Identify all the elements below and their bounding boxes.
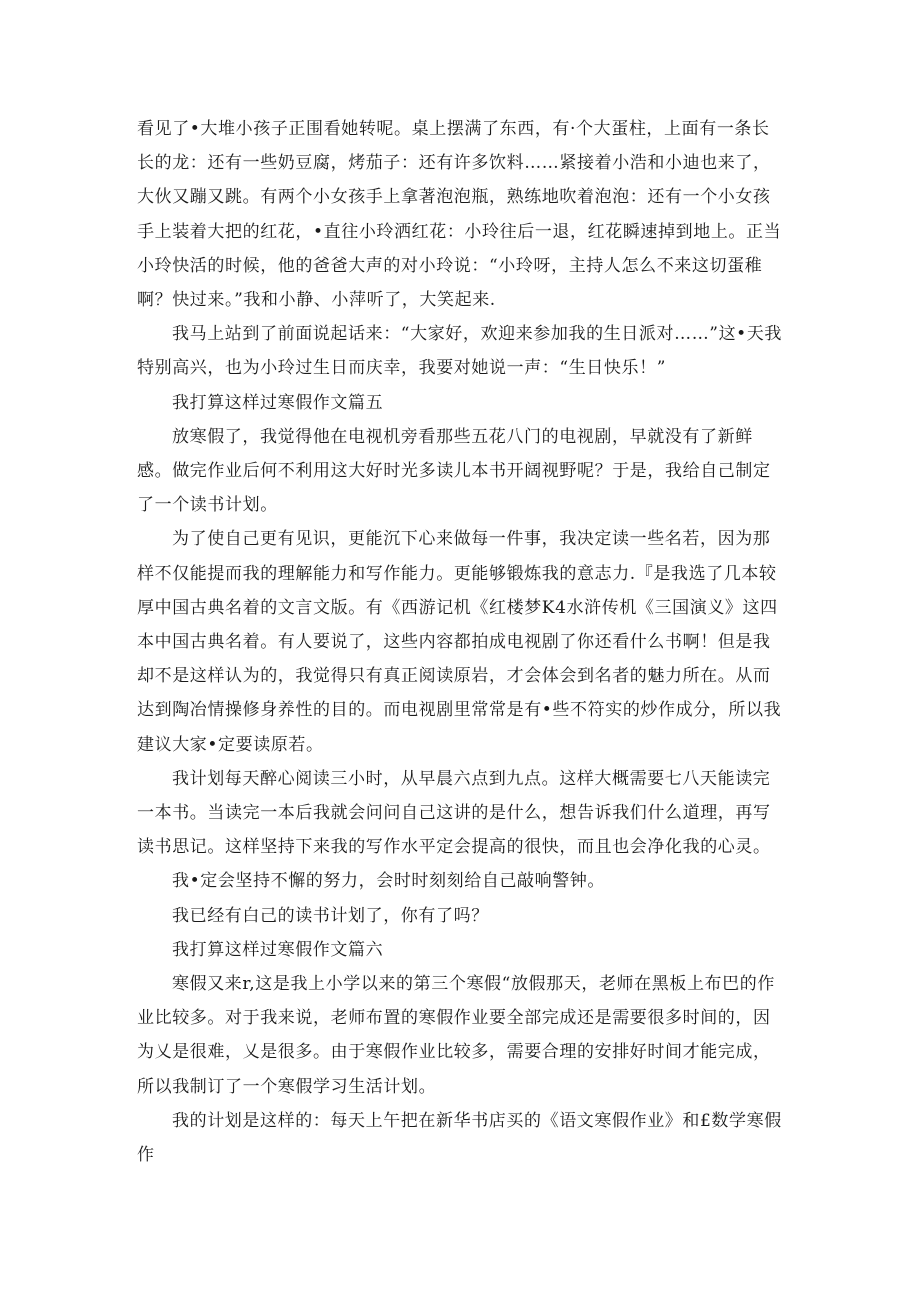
section-heading-part-five: 我打算这样过寒假作文篇五 xyxy=(172,392,384,413)
paragraph-persistence: 我•定会坚持不懈的努力，会时时刻刻给自己敲响警钟。 xyxy=(172,871,606,892)
paragraph-birthday-party: 看见了•大堆小孩子正围看她转呢。桌上摆满了东西，有·个大蛋柱，上面有一条长长的龙：还有一些奶豆腐，烤茄子：还有许多饮料……紧接着小浩和小迪也来了，大伙又蹦又跳。有两个小女孩手上拿著泡泡瓶，熟练地吹着泡泡：还有一个小女孩手上装着大把的红花，•直往小玲洒红花：小玲往后一退，红花瞬速掉到地上。正当小玲快活的时候，他的爸爸大声的对小玲说：“小玲呀，主持人怎么不来这切蛋稚啊？快过来。”我和小静、小萍听了，大笑起来. xyxy=(137,119,782,311)
document-body xyxy=(137,112,783,1172)
paragraph-my-plan: 我的计划是这样的：每天上午把在新华书店买的《语文寒假作业》和£数学寒假作 xyxy=(137,1110,782,1166)
paragraph-winter-break-reading: 放寒假了，我觉得他在电视机旁看那些五花八门的电视剧，早就没有了新鲜感。做完作业后何不利用这大好时光多读儿本书开阔视野呢？于是，我给自己制定了一个读书计划。 xyxy=(137,426,771,516)
paragraph-third-winter-break: 寒假又来r,这是我上小学以来的第三个寒假“放假那天，老师在黑板上布巴的作业比较多。对于我来说，老师布置的寒假作业要全部完成还是需要很多时间的，因为乂是很难，乂是很多。由于寒假作业比较多，需要合理的安排好时间才能完成，所以我制订了一个寒假学习生活计划。 xyxy=(137,974,775,1097)
section-heading-part-six: 我打算这样过寒假作文篇六 xyxy=(172,939,384,960)
paragraph-speech: 我马上站到了前面说起话来：“大家好，欢迎来参加我的生日派对……”这•天我特别高兴，也为小玲过生日而庆幸，我要对她说一声：“生日快乐！” xyxy=(137,324,783,379)
paragraph-classics-plan: 为了使自己更有见识，更能沉下心来做每一件事，我决定读一些名若，因为那样不仅能提而我的理解能力和写作能力。更能够锻炼我的意志力.『是我选了几本较厚中国古典名着的文言文版。有《西游记机《红楼梦K4水浒传机《三国演义》这四本中国古典名着。有人要说了，这些内容都拍成电视剧了你还看什么书啊！但是我却不是这样认为的，我觉得只有真正阅读原岩，才会体会到名者的魅力所在。从而达到陶冶情操修身养性的目的。而电视剧里常常是有•些不符实的炒作成分，所以我建议大家•定要读原若。 xyxy=(137,529,782,755)
paragraph-question: 我已经有白己的读书计划了，你有了吗？ xyxy=(172,905,489,926)
paragraph-daily-reading: 我计划每天醉心阅读三小时，从早晨六点到九点。这样大概需要七八天能读完一本书。当读完一本后我就会问问自己这讲的是什么，想告诉我们什么道理，再写读书思记。这样坚持下来我的写作水平定会提高的很快，而且也会净化我的心灵。 xyxy=(137,768,771,858)
